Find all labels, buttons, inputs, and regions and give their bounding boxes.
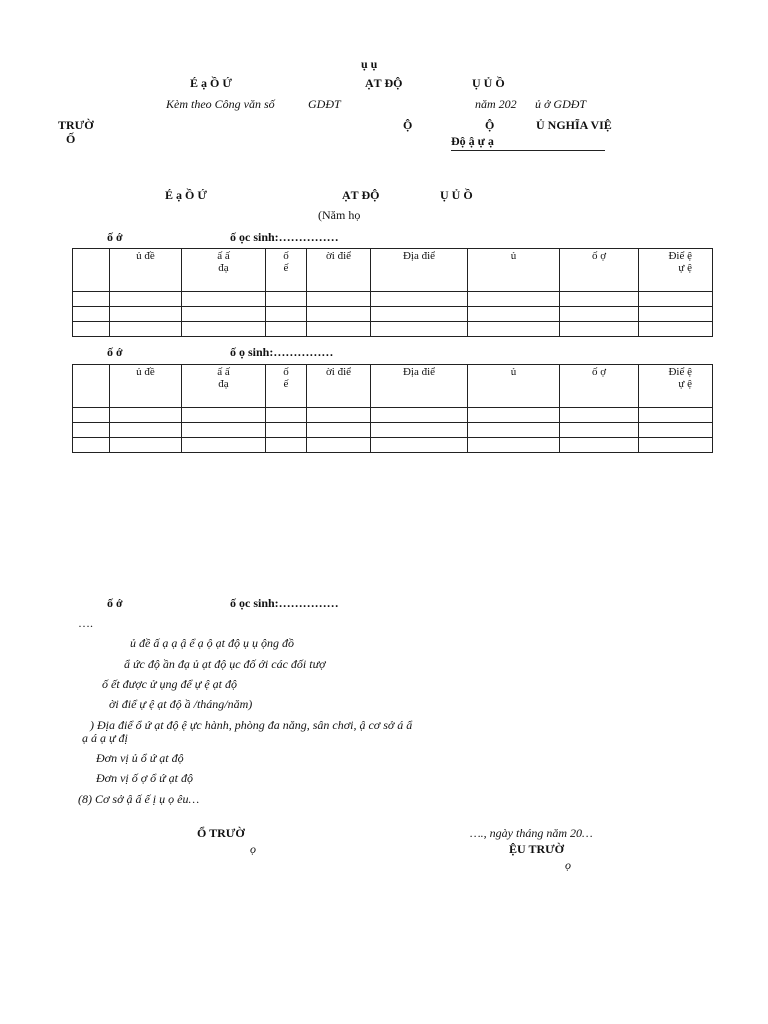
note-count: ố ết được ử ụng để ự ệ ạt độ [102,677,238,691]
note-facilities: (8) Cơ sở ậ ấ ế ị ụ ọ êu… [78,792,200,806]
note-topic: ủ đề ấ ạ ạ ậ ể ạ ộ ạt độ ụ ụ ộng đồ [130,636,294,650]
table-cell [182,423,266,438]
plan-title-part-c: Ụ Ủ Ồ [440,188,473,202]
header-cell-count: ố ế [266,365,307,408]
nation-motto: Độ ậ ự ạ [451,134,494,148]
table-cell [110,322,182,337]
header-cell-host: ủ [468,249,560,292]
doc-header-title-part-b: ẠT ĐỘ [365,76,403,90]
header-cell-index [73,249,110,292]
header-cell-time: ời điể [307,365,371,408]
table-cell [73,408,110,423]
school-year-subtitle: (Năm họ [318,208,361,222]
signature-left-sub: ọ [250,842,256,856]
note-requirement: ẩ ức độ ần đạ ủ ạt độ ục đố ới các đối tượ [124,657,326,671]
note-partner-unit: Đơn vị ố ợ ổ ứ ạt độ [96,771,194,785]
table-cell [639,322,713,337]
section1-label-a: ố ớ [107,230,123,244]
table-cell [73,438,110,453]
motto-underline [451,150,605,151]
table-cell [560,292,639,307]
table-cell [468,423,560,438]
table-cell [73,423,110,438]
table-cell [182,438,266,453]
header-cell-count: ố ế [266,249,307,292]
table-cell [110,438,182,453]
header-cell-location: Địa điể [371,365,468,408]
doc-header-line1: ụ ụ [361,57,378,71]
table-cell [560,438,639,453]
doc-header-title-part-a: É ạ Ồ Ứ [190,76,232,90]
header-cell-location: Địa điể [371,249,468,292]
signature-right-title: ỆU TRƯỜ [509,842,565,856]
section3-dots: …. [78,616,93,630]
table-cell [266,307,307,322]
table-cell [266,438,307,453]
table-cell [371,438,468,453]
section2-label-a: ố ớ [107,345,123,359]
table-cell [73,292,110,307]
header-cell-grade: ấ ấ đạ [182,249,266,292]
table-cell [468,408,560,423]
plan-title-part-b: ẠT ĐỘ [342,188,380,202]
table-cell [639,423,713,438]
doc-reference-part-c: năm 202 [475,97,517,111]
table-cell [307,322,371,337]
note-host-unit: Đơn vị ủ ổ ứ ạt độ [96,751,184,765]
table-header-row [73,249,713,292]
signature-left-title: Ổ TRƯỜ [197,826,245,840]
table-cell [639,408,713,423]
signature-date: …., ngày tháng năm 20… [470,826,593,840]
table-cell [110,408,182,423]
header-cell-partner: ố ợ [560,249,639,292]
doc-header-title-part-c: Ụ Ủ Ồ [472,76,505,90]
table-cell [266,423,307,438]
header-cell-partner: ố ợ [560,365,639,408]
section1-label-b: ố ọc sinh:…………… [230,230,339,244]
table-cell [182,322,266,337]
table-cell [266,408,307,423]
header-cell-topic: ủ đề [110,249,182,292]
table-cell [307,423,371,438]
section2-label-b: ố ọ sinh:…………… [230,345,334,359]
table-row [73,292,713,307]
note-location-line2: ạ á ạ ự đị [82,731,128,745]
nation-title-part-c: Ủ NGHĨA VIỆ [536,118,612,132]
table-cell [468,322,560,337]
doc-reference-part-d: ủ ở GDĐT [535,97,587,111]
table-cell [560,423,639,438]
table-cell [639,307,713,322]
header-cell-conditions: Điể ệ ự ệ [639,365,713,408]
table-cell [371,322,468,337]
school-name-line1: TRƯỜ [58,118,94,132]
table-row [73,438,713,453]
table-cell [266,292,307,307]
table-row [73,423,713,438]
table-cell [371,307,468,322]
table-cell [182,408,266,423]
table-cell [639,438,713,453]
table-cell [266,322,307,337]
table-cell [639,292,713,307]
table-header-row [73,365,713,408]
table-cell [307,307,371,322]
table-cell [73,322,110,337]
school-name-line2: Ố [66,132,76,146]
table-cell [371,292,468,307]
header-cell-host: ủ [468,365,560,408]
note-location-line1: ) Địa điể ổ ứ ạt độ ệ ực hành, phòng đa năng, sân chơi, ậ cơ sở á ẩ [90,718,413,732]
table-cell [371,423,468,438]
nation-title-part-b: Ộ [485,118,495,132]
signature-right-sub: ọ [565,858,571,872]
header-cell-index [73,365,110,408]
table-row [73,408,713,423]
table-row [73,307,713,322]
header-cell-grade: ấ ấ đạ [182,365,266,408]
table-cell [560,322,639,337]
header-cell-time: ời điể [307,249,371,292]
table-row [73,322,713,337]
table-cell [307,292,371,307]
table-cell [182,307,266,322]
table-cell [182,292,266,307]
plan-title-part-a: É ạ Ồ Ứ [165,188,207,202]
doc-reference-part-a: Kèm theo Công văn số [166,97,275,111]
table-cell [560,408,639,423]
activity-plan-table-2 [72,364,713,453]
header-cell-conditions: Điể ệ ự ệ [639,249,713,292]
nation-title-part-a: Ộ [403,118,413,132]
table-cell [307,438,371,453]
section3-label-b: ố ọc sinh:…………… [230,596,339,610]
table-cell [110,292,182,307]
header-cell-topic: ủ đề [110,365,182,408]
table-cell [307,408,371,423]
section3-label-a: ố ớ [107,596,123,610]
table-cell [110,307,182,322]
table-cell [560,307,639,322]
table-cell [468,438,560,453]
table-cell [73,307,110,322]
table-cell [468,292,560,307]
table-cell [371,408,468,423]
doc-reference-part-b: GDĐT [308,97,341,111]
table-cell [468,307,560,322]
note-time: ời điể ự ệ ạt độ ầ /tháng/năm) [109,697,253,711]
activity-plan-table-1 [72,248,713,337]
table-cell [110,423,182,438]
